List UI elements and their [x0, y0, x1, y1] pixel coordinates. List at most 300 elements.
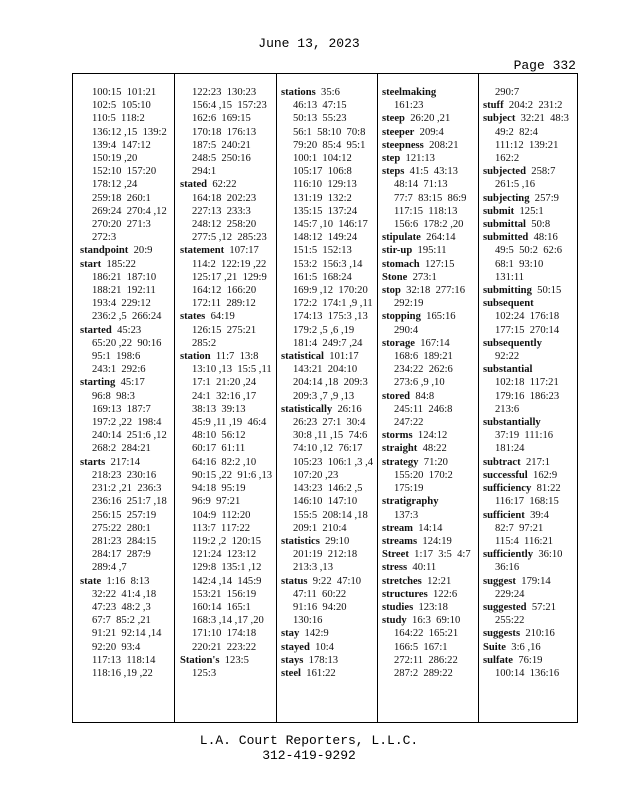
index-entry-continuation: [483, 667, 577, 680]
index-entry-continuation: [180, 297, 274, 310]
page-line-refs: 174:13 175:3 ,13: [293, 311, 368, 323]
index-entry-continuation: [180, 258, 274, 271]
index-entry-continuation: [180, 112, 274, 125]
index-column-2: [180, 86, 274, 722]
page-line-refs: 229:24: [495, 588, 525, 600]
page-line-refs: 48:16: [533, 232, 558, 244]
index-entry-continuation: [382, 324, 476, 337]
page-line-refs: 259:18 260:1: [92, 192, 151, 204]
page-line-refs: 167:14: [420, 337, 450, 349]
page-line-refs: 62:22: [212, 179, 237, 191]
column-divider: [478, 74, 479, 722]
index-word: stuff: [483, 100, 504, 112]
page-line-refs: 100:15 101:21: [92, 87, 157, 98]
index-entry-continuation: [483, 178, 577, 191]
index-entry-continuation: [483, 390, 577, 403]
index-word: subject: [483, 113, 516, 125]
page-line-refs: 136:12 ,15 139:2: [92, 126, 167, 138]
index-entry-continuation: [382, 297, 476, 310]
page-line-refs: 268:2 284:21: [92, 443, 151, 455]
index-entry-continuation: [180, 403, 274, 416]
index-word: stream: [382, 522, 413, 534]
index-word: stir-up: [382, 245, 413, 257]
index-entry: [483, 205, 577, 218]
index-entry-continuation: [180, 363, 274, 376]
index-word: statement: [180, 245, 225, 257]
index-entry-continuation: [80, 231, 172, 244]
index-entry-continuation: [180, 456, 274, 469]
page-line-refs: 125:3: [192, 667, 217, 679]
index-entry-continuation: [180, 86, 274, 99]
page-line-refs: 181:4 249:7 ,24: [293, 337, 363, 349]
page-line-refs: 164:12 166:20: [192, 285, 257, 297]
index-entry-continuation: [382, 482, 476, 495]
index-word: station: [180, 351, 211, 363]
index-entry: [483, 575, 577, 588]
index-entry-continuation: [180, 522, 274, 535]
page-line-refs: 107:17: [229, 245, 259, 257]
page-line-refs: 84:8: [415, 390, 435, 402]
page-line-refs: 284:17 287:9: [92, 549, 151, 561]
footer-phone: 312-419-9292: [262, 748, 356, 763]
page-line-refs: 105:23 106:1 ,3 ,4: [293, 456, 374, 468]
word-index-table: [72, 73, 578, 723]
page-line-refs: 273:6 ,9 ,10: [394, 377, 445, 389]
page-line-refs: 95:1 198:6: [92, 351, 141, 363]
page-line-refs: 179:16 186:23: [495, 390, 560, 402]
page-line-refs: 122:6: [433, 588, 458, 600]
page-line-refs: 258:7: [531, 166, 556, 178]
index-entry-continuation: [281, 139, 375, 152]
index-word: submitted: [483, 232, 529, 244]
index-entry-continuation: [80, 363, 172, 376]
page-line-refs: 3:6 ,16: [511, 641, 541, 653]
index-entry-continuation: [180, 324, 274, 337]
index-entry-continuation: [483, 442, 577, 455]
index-entry: [382, 575, 476, 588]
page-line-refs: 175:19: [394, 483, 424, 495]
page-line-refs: 139:4 147:12: [92, 139, 151, 151]
index-entry: [80, 324, 172, 337]
page-line-refs: 121:24 123:12: [192, 549, 257, 561]
index-entry-continuation: [382, 469, 476, 482]
page-line-refs: 272:11 286:22: [394, 654, 458, 666]
index-word: steep: [382, 113, 405, 125]
index-word: storms: [382, 430, 413, 442]
index-entry-continuation: [281, 337, 375, 350]
index-column-1: [80, 86, 172, 722]
index-word: sufficient: [483, 509, 525, 521]
index-column-3: [281, 86, 375, 722]
page-line-refs: 227:13 233:3: [192, 205, 251, 217]
index-entry-continuation: [80, 561, 172, 574]
page-line-refs: 168:3 ,14 ,17 ,20: [192, 615, 264, 627]
page-line-refs: 146:10 147:10: [293, 496, 358, 508]
index-entry: [180, 350, 274, 363]
page-line-refs: 64:16 82:2 ,10: [192, 456, 257, 468]
page-line-refs: 209:1 210:4: [293, 522, 347, 534]
page-line-refs: 124:19: [422, 535, 452, 547]
page-line-refs: 201:19 212:18: [293, 549, 358, 561]
index-entry-continuation: [382, 363, 476, 376]
footer-company: L.A. Court Reporters, L.L.C.: [199, 733, 419, 748]
index-word: storage: [382, 337, 415, 349]
index-entry: [180, 654, 274, 667]
page-line-refs: 185:22: [106, 258, 136, 270]
index-entry-continuation: [80, 535, 172, 548]
index-entry: [382, 442, 476, 455]
index-entry: [382, 310, 476, 323]
index-entry-continuation: [180, 442, 274, 455]
column-divider: [276, 74, 277, 722]
page-line-refs: 32:21 48:3: [520, 113, 569, 125]
index-entry-continuation: [80, 416, 172, 429]
index-word: stay: [281, 628, 300, 640]
index-entry-continuation: [382, 205, 476, 218]
page-line-refs: 38:13 39:13: [192, 403, 246, 415]
index-word: substantial: [483, 364, 533, 376]
index-word: structures: [382, 588, 428, 600]
index-word: suggested: [483, 601, 527, 613]
page-line-refs: 10:4: [315, 641, 334, 653]
page-line-refs: 102:18 117:21: [495, 377, 559, 389]
index-entry: [382, 139, 476, 152]
index-entry-continuation: [382, 99, 476, 112]
page-line-refs: 156:6 178:2 ,20: [394, 219, 464, 231]
index-entry: [382, 152, 476, 165]
index-entry-continuation: [382, 350, 476, 363]
page-line-refs: 48:22: [422, 443, 447, 455]
page-line-refs: 49:5 50:2 62:6: [495, 245, 563, 257]
page-line-refs: 130:16: [293, 615, 323, 627]
page-line-refs: 76:19: [518, 654, 543, 666]
index-entry-continuation: [180, 99, 274, 112]
page-line-refs: 264:14: [426, 232, 456, 244]
index-entry: [382, 231, 476, 244]
page-line-refs: 169:13 187:7: [92, 403, 151, 415]
page-line-refs: 26:16: [337, 403, 362, 415]
index-entry-continuation: [483, 403, 577, 416]
index-entry-continuation: [180, 165, 274, 178]
index-entry-continuation: [80, 284, 172, 297]
index-entry-continuation: [180, 139, 274, 152]
index-entry-continuation: [281, 178, 375, 191]
index-entry-continuation: [483, 271, 577, 284]
index-entry-continuation: [281, 390, 375, 403]
page-line-refs: 248:5 250:16: [192, 153, 251, 165]
page-line-refs: 234:22 262:6: [394, 364, 453, 376]
index-entry-continuation: [382, 509, 476, 522]
page-line-refs: 11:7 13:8: [215, 351, 259, 363]
index-entry: [483, 416, 577, 429]
index-word: substantially: [483, 417, 541, 429]
page-line-refs: 178:13: [308, 654, 339, 666]
index-entry-continuation: [80, 139, 172, 152]
index-entry-continuation: [281, 99, 375, 112]
index-word: starts: [80, 456, 106, 468]
page-line-refs: 155:5 208:14 ,18: [293, 509, 368, 521]
index-entry-continuation: [382, 192, 476, 205]
index-entry: [382, 429, 476, 442]
page-line-refs: 47:11 60:22: [293, 588, 347, 600]
index-entry-continuation: [281, 297, 375, 310]
index-entry-continuation: [80, 99, 172, 112]
page-line-refs: 181:24: [495, 443, 525, 455]
page-line-refs: 110:5 118:2: [92, 113, 145, 125]
index-entry-continuation: [80, 522, 172, 535]
page-line-refs: 213:6: [495, 403, 520, 415]
page-line-refs: 217:14: [110, 456, 141, 468]
page-line-refs: 164:18 202:23: [192, 192, 257, 204]
index-column-5: [483, 86, 577, 722]
index-word: stretches: [382, 575, 422, 587]
index-column-4: [382, 86, 476, 722]
index-entry-continuation: [80, 548, 172, 561]
index-word: successful: [483, 469, 528, 481]
index-entry-continuation: [281, 112, 375, 125]
index-entry-continuation: [180, 469, 274, 482]
index-word: subjected: [483, 166, 526, 178]
index-entry-continuation: [382, 178, 476, 191]
page-line-refs: 187:5 240:21: [192, 139, 251, 151]
index-entry-continuation: [80, 178, 172, 191]
index-word: submit: [483, 205, 515, 217]
index-entry-continuation: [281, 271, 375, 284]
index-entry-continuation: [281, 284, 375, 297]
index-entry: [382, 271, 476, 284]
index-word: sulfate: [483, 654, 514, 666]
index-entry: [382, 522, 476, 535]
page-line-refs: 45:17: [120, 377, 145, 389]
index-word: straight: [382, 443, 418, 455]
page-line-refs: 142:4 ,14 145:9: [192, 575, 262, 587]
page-line-refs: 105:17 106:8: [293, 166, 352, 178]
index-entry-continuation: [180, 390, 274, 403]
page-line-refs: 170:18 176:13: [192, 126, 257, 138]
index-word: submittal: [483, 219, 526, 231]
index-entry-continuation: [281, 548, 375, 561]
index-entry: [180, 310, 274, 323]
index-entry-continuation: [281, 588, 375, 601]
page-line-refs: 9:22 47:10: [312, 575, 362, 587]
index-entry: [483, 469, 577, 482]
index-entry: [483, 337, 577, 350]
page-line-refs: 127:15: [424, 258, 455, 270]
index-entry: [281, 86, 375, 99]
page-line-refs: 281:23 284:15: [92, 535, 157, 547]
index-entry-continuation: [180, 284, 274, 297]
page-line-refs: 1:16 8:13: [106, 575, 150, 587]
page-line-refs: 119:2 ,2 120:15: [192, 535, 262, 547]
index-entry-continuation: [382, 416, 476, 429]
page-line-refs: 188:21 192:11: [92, 285, 156, 297]
index-word: start: [80, 258, 102, 270]
page-line-refs: 162:6 169:15: [192, 113, 251, 125]
index-entry-continuation: [483, 244, 577, 257]
page-line-refs: 96:9 97:21: [192, 496, 241, 508]
page-number: Page 332: [513, 58, 576, 73]
page-line-refs: 48:14 71:13: [394, 179, 448, 191]
index-entry-continuation: [281, 192, 375, 205]
index-entry-continuation: [80, 297, 172, 310]
page-line-refs: 162:9: [533, 469, 558, 481]
index-entry: [281, 403, 375, 416]
index-entry: [281, 667, 375, 680]
page-line-refs: 155:20 170:2: [394, 469, 453, 481]
index-entry-continuation: [180, 126, 274, 139]
page-line-refs: 47:23 48:2 ,3: [92, 601, 151, 613]
page-line-refs: 152:10 157:20: [92, 166, 157, 178]
page-line-refs: 114:2 122:19 ,22: [192, 258, 267, 270]
index-entry-continuation: [180, 337, 274, 350]
index-entry: [382, 244, 476, 257]
index-entry: [382, 112, 476, 125]
page-line-refs: 68:1 93:10: [495, 258, 544, 270]
page-line-refs: 294:1: [192, 166, 217, 178]
index-entry: [382, 258, 476, 271]
index-word: started: [80, 324, 112, 336]
page-line-refs: 178:12 ,24: [92, 179, 138, 191]
index-entry: [483, 218, 577, 231]
index-entry-continuation: [483, 258, 577, 271]
page-line-refs: 161:22: [306, 667, 336, 679]
index-entry-continuation: [483, 350, 577, 363]
page-line-refs: 131:11: [495, 271, 525, 283]
page-line-refs: 117:13 118:14: [92, 654, 156, 666]
page-line-refs: 92:22: [495, 351, 520, 363]
index-word: subtract: [483, 456, 521, 468]
index-entry: [483, 297, 577, 310]
index-word: stated: [180, 179, 208, 191]
index-entry: [483, 165, 577, 178]
page-line-refs: 26:23 27:1 30:4: [293, 417, 366, 429]
page-line-refs: 269:24 270:4 ,12: [92, 205, 167, 217]
page-line-refs: 124:12: [417, 430, 448, 442]
index-entry: [382, 284, 476, 297]
page-line-refs: 13:10 ,13 15:5 ,11: [192, 364, 272, 376]
index-entry-continuation: [382, 667, 476, 680]
page-line-refs: 14:14: [418, 522, 443, 534]
index-entry-continuation: [281, 456, 375, 469]
index-word: submitting: [483, 285, 532, 297]
page-line-refs: 270:20 271:3: [92, 219, 151, 231]
page-line-refs: 177:15 270:14: [495, 324, 560, 336]
index-word: Stone: [382, 271, 408, 283]
index-entry: [483, 627, 577, 640]
index-word: stored: [382, 390, 411, 402]
index-entry: [382, 165, 476, 178]
index-entry-continuation: [180, 614, 274, 627]
page-line-refs: 45:9 ,11 ,19 46:4: [192, 417, 267, 429]
page-line-refs: 137:3: [394, 509, 419, 521]
index-entry: [382, 86, 476, 99]
index-entry-continuation: [80, 112, 172, 125]
index-entry-continuation: [281, 310, 375, 323]
index-word: stress: [382, 562, 408, 574]
index-entry-continuation: [80, 627, 172, 640]
page-line-refs: 36:10: [538, 549, 563, 561]
index-entry: [382, 588, 476, 601]
page-line-refs: 171:10 174:18: [192, 628, 257, 640]
index-entry: [483, 231, 577, 244]
page-line-refs: 156:4 ,15 157:23: [192, 100, 267, 112]
page-line-refs: 218:23 230:16: [92, 469, 157, 481]
page-line-refs: 1:17 3:5 4:7: [414, 549, 471, 561]
index-word: steps: [382, 166, 405, 178]
index-entry-continuation: [180, 509, 274, 522]
page-line-refs: 24:1 32:16 ,17: [192, 390, 257, 402]
index-word: steepness: [382, 139, 424, 151]
index-entry: [180, 244, 274, 257]
page-line-refs: 153:2 156:3 ,14: [293, 258, 363, 270]
index-entry-continuation: [281, 376, 375, 389]
page-line-refs: 60:17 61:11: [192, 443, 246, 455]
index-entry-continuation: [180, 218, 274, 231]
index-entry-continuation: [180, 667, 274, 680]
index-entry-continuation: [180, 601, 274, 614]
index-entry: [281, 654, 375, 667]
page-line-refs: 100:14 136:16: [495, 667, 560, 679]
index-entry-continuation: [180, 588, 274, 601]
index-entry-continuation: [180, 561, 274, 574]
page-line-refs: 123:5: [224, 654, 249, 666]
index-entry-continuation: [483, 429, 577, 442]
index-entry-continuation: [281, 509, 375, 522]
page-line-refs: 275:22 280:1: [92, 522, 151, 534]
index-entry: [382, 548, 476, 561]
page-line-refs: 102:5 105:10: [92, 100, 151, 112]
index-entry-continuation: [281, 324, 375, 337]
page-line-refs: 35:6: [321, 87, 340, 98]
page-line-refs: 153:21 156:19: [192, 588, 257, 600]
index-entry-continuation: [483, 535, 577, 548]
index-word: study: [382, 615, 407, 627]
index-word: statistical: [281, 351, 324, 363]
page-line-refs: 290:7: [495, 87, 520, 98]
index-word: steelmaking: [382, 87, 437, 98]
page-line-refs: 193:4 229:12: [92, 298, 151, 310]
index-entry-continuation: [80, 350, 172, 363]
page-line-refs: 195:11: [417, 245, 447, 257]
page-line-refs: 179:2 ,5 ,6 ,19: [293, 324, 355, 336]
page-line-refs: 289:4 ,7: [92, 562, 127, 574]
index-entry: [180, 178, 274, 191]
page-line-refs: 91:16 94:20: [293, 601, 347, 613]
index-entry-continuation: [281, 429, 375, 442]
page-line-refs: 179:14: [521, 575, 551, 587]
index-entry-continuation: [180, 271, 274, 284]
page-line-refs: 162:2: [495, 153, 520, 165]
index-entry-continuation: [80, 588, 172, 601]
index-entry: [382, 561, 476, 574]
page-line-refs: 71:20: [423, 456, 448, 468]
page-line-refs: 16:3 69:10: [412, 615, 461, 627]
index-word: Suite: [483, 641, 506, 653]
index-word: stations: [281, 87, 316, 98]
page-line-refs: 45:23: [117, 324, 142, 336]
page-line-refs: 143:23 146:2 ,5: [293, 483, 363, 495]
page-line-refs: 91:21 92:14 ,14: [92, 628, 162, 640]
index-entry: [382, 126, 476, 139]
index-entry: [483, 456, 577, 469]
index-word: statistics: [281, 535, 320, 547]
page-line-refs: 117:15 118:13: [394, 205, 458, 217]
page-line-refs: 256:15 257:19: [92, 509, 157, 521]
page-line-refs: 257:9: [534, 192, 559, 204]
index-entry-continuation: [483, 561, 577, 574]
page-line-refs: 243:1 292:6: [92, 364, 146, 376]
index-word: subsequently: [483, 337, 542, 349]
